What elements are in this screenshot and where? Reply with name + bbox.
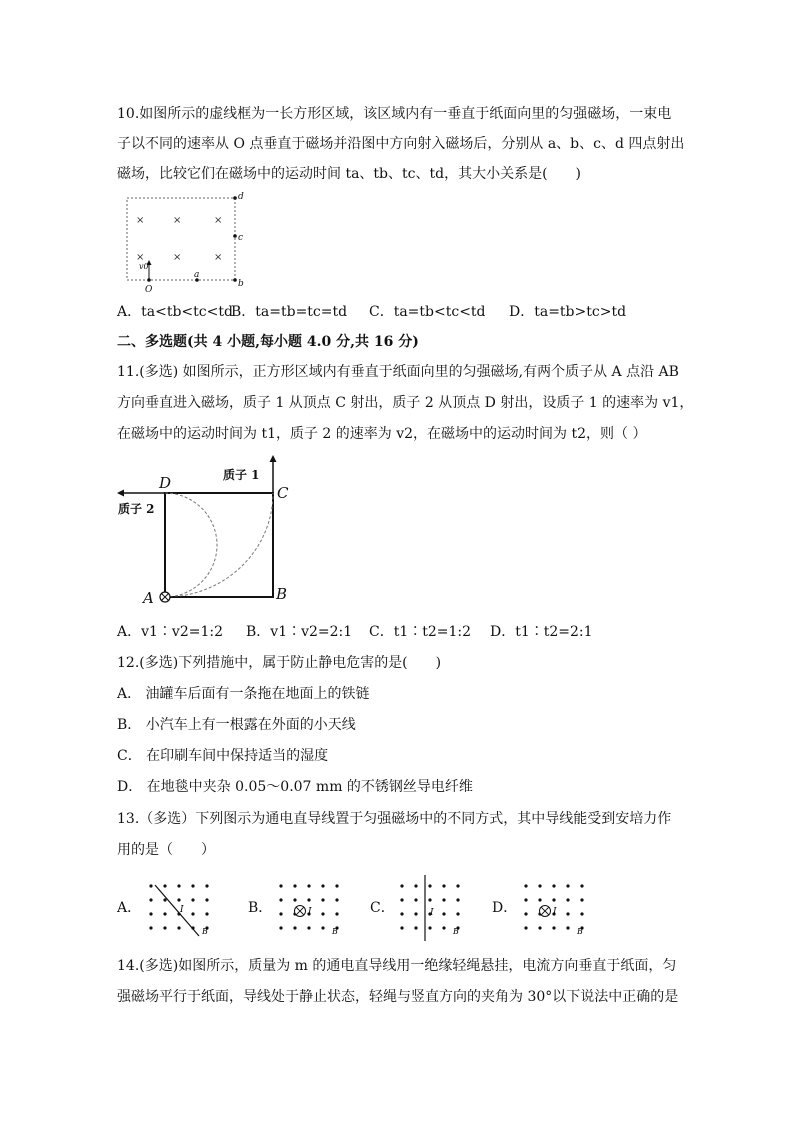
field-dot [580, 884, 583, 887]
field-dot [442, 884, 445, 887]
field-dot [279, 898, 282, 901]
q11-label-c: C [277, 484, 289, 502]
q12-option-d[interactable]: D． 在地毯中夹杂 0.05～0.07 mm 的不锈钢丝导电纤维 [117, 779, 473, 795]
field-dot [414, 926, 417, 929]
q11-option-d[interactable]: D．t1∶t2=2:1 [490, 624, 593, 640]
field-dot [566, 926, 569, 929]
field-dot [279, 884, 282, 887]
field-dot [335, 898, 338, 901]
field-dot [580, 898, 583, 901]
field-dot [177, 926, 180, 929]
field-dot [293, 884, 296, 887]
q10-field-cross: × [173, 215, 182, 226]
q10-line-1: 10.如图所示的虚线框为一长方形区域，该区域内有一垂直于纸面向里的匀强磁场，一束电 [117, 106, 672, 122]
field-dot [335, 912, 338, 915]
q11-label-b: B [276, 585, 288, 603]
field-dot [552, 926, 555, 929]
field-dot [279, 912, 282, 915]
q10-field-cross: × [173, 252, 182, 263]
q10-option-b[interactable]: B．ta=tb=tc=td [231, 304, 348, 320]
q11-proton1-label: 质子 1 [223, 468, 260, 482]
q13-figure-c [397, 875, 467, 945]
q13-a-field-label: B [202, 927, 208, 936]
field-dot [442, 912, 445, 915]
q11-label-d: D [159, 474, 172, 492]
field-dot [400, 884, 403, 887]
field-dot [456, 912, 459, 915]
field-dot [149, 884, 152, 887]
field-dot [414, 884, 417, 887]
q13-option-a[interactable]: A． [117, 900, 142, 916]
field-dot [524, 926, 527, 929]
field-dot [163, 898, 166, 901]
field-dot [524, 912, 527, 915]
field-dot [524, 884, 527, 887]
q12-stem: 12.(多选)下列措施中，属于防止静电危害的是( ) [117, 655, 442, 671]
q10-point-b [233, 278, 237, 282]
q14-line-1: 14.(多选)如图所示，质量为 m 的通电直导线用一绝缘轻绳悬挂，电流方向垂直于纸面，匀 [117, 958, 677, 974]
q11-option-a[interactable]: A．v1∶v2=1:2 [117, 624, 224, 640]
field-dot [456, 898, 459, 901]
field-dot [321, 926, 324, 929]
field-dot [538, 898, 541, 901]
q13-option-c[interactable]: C． [370, 900, 395, 916]
field-dot [163, 912, 166, 915]
field-dot [414, 912, 417, 915]
q11-proton2-label: 质子 2 [118, 502, 155, 516]
field-dot [321, 912, 324, 915]
q13-line-2: 用的是（ ） [117, 842, 215, 858]
field-dot [538, 884, 541, 887]
q10-label-b: b [238, 279, 244, 289]
q10-label-c: c [238, 233, 244, 243]
q10-option-a[interactable]: A．ta<tb<tc<td [117, 304, 233, 320]
q13-c-field-label: B [453, 927, 459, 936]
field-dot [428, 926, 431, 929]
field-dot [400, 926, 403, 929]
field-dot [428, 884, 431, 887]
field-dot [456, 884, 459, 887]
q13-figure-b [276, 880, 346, 942]
q10-point-c [233, 234, 237, 238]
field-dot [400, 898, 403, 901]
q13-b-field-label: B [332, 927, 338, 936]
field-dot [428, 898, 431, 901]
field-dot [335, 884, 338, 887]
q10-point-d [233, 196, 237, 200]
field-dot [149, 898, 152, 901]
field-dot [177, 898, 180, 901]
field-dot [321, 898, 324, 901]
q10-field-cross: × [136, 252, 145, 263]
q11-figure [115, 455, 305, 605]
q13-line-1: 13.（多选）下列图示为通电直导线置于匀强磁场中的不同方式，其中导线能受到安培力作 [117, 811, 672, 827]
field-dot [566, 898, 569, 901]
field-dot [566, 884, 569, 887]
field-dot [307, 898, 310, 901]
q14-line-2: 强磁场平行于纸面，导线处于静止状态，轻绳与竖直方向的夹角为 30°以下说法中正确的是 [117, 989, 679, 1005]
field-dot [177, 884, 180, 887]
q10-label-v0: v0 [139, 262, 149, 271]
field-dot [442, 898, 445, 901]
q13-d-field-label: B [577, 927, 583, 936]
q10-field-cross: × [214, 252, 223, 263]
q10-field-cross: × [136, 215, 145, 226]
field-dot [191, 884, 194, 887]
q10-option-d[interactable]: D．ta=tb>tc>td [509, 304, 627, 320]
q11-option-c[interactable]: C．t1∶t2=1:2 [369, 624, 472, 640]
field-dot [293, 898, 296, 901]
field-dot [163, 926, 166, 929]
field-dot [552, 884, 555, 887]
section-heading: 二、多选题(共 4 小题,每小题 4.0 分,共 16 分) [117, 334, 419, 350]
field-dot [191, 912, 194, 915]
q11-line-1: 11.(多选) 如图所示，正方形区域内有垂直于纸面向里的匀强磁场,有两个质子从 A 点沿 AB [117, 364, 679, 380]
q11-label-a: A [143, 589, 154, 607]
field-dot [205, 912, 208, 915]
field-dot [149, 926, 152, 929]
q11-proton2-path [165, 493, 217, 597]
field-dot [400, 912, 403, 915]
q11-square-region [165, 493, 273, 597]
q10-figure [115, 190, 255, 300]
q10-field-cross: × [214, 215, 223, 226]
q13-d-current-label: I [553, 907, 557, 917]
field-dot [205, 884, 208, 887]
field-dot [321, 884, 324, 887]
q10-label-o: O [145, 285, 153, 295]
q10-label-d: d [238, 192, 244, 202]
field-dot [205, 898, 208, 901]
q13-option-b[interactable]: B． [248, 900, 273, 916]
q11-proton1-path [165, 493, 273, 597]
field-dot [414, 898, 417, 901]
q11-line-3: 在磁场中的运动时间为 t1，质子 2 的速率为 v2，在磁场中的运动时间为 t2，则（ ） [117, 426, 647, 442]
q13-a-current-label: I [180, 905, 184, 915]
q13-option-d[interactable]: D． [492, 900, 518, 916]
q10-option-c[interactable]: C．ta=tb<tc<td [369, 304, 486, 320]
field-dot [163, 884, 166, 887]
field-dot [580, 912, 583, 915]
field-dot [191, 898, 194, 901]
field-dot [524, 898, 527, 901]
field-dot [279, 926, 282, 929]
q13-figure-d [521, 880, 591, 942]
field-dot [538, 926, 541, 929]
field-dot [552, 898, 555, 901]
q13-figure-a [146, 880, 216, 942]
field-dot [149, 912, 152, 915]
q12-option-a[interactable]: A． 油罐车后面有一条拖在地面上的铁链 [117, 686, 370, 702]
field-dot [307, 884, 310, 887]
q10-line-2: 子以不同的速率从 O 点垂直于磁场并沿图中方向射入磁场后，分别从 a、b、c、d 四点射出 [117, 136, 685, 152]
field-dot [442, 926, 445, 929]
q11-line-2: 方向垂直进入磁场，质子 1 从顶点 C 射出，质子 2 从顶点 D 射出，设质子 1 的速率为 v1， [117, 395, 694, 411]
q13-b-current-label: I [308, 907, 312, 917]
q13-c-current-label: I [430, 908, 434, 918]
q10-label-a: a [194, 270, 200, 280]
field-dot [293, 926, 296, 929]
field-dot [307, 926, 310, 929]
q12-option-b[interactable]: B． 小汽车上有一根露在外面的小天线 [117, 717, 356, 733]
q10-line-3: 磁场，比较它们在磁场中的运动时间 ta、tb、tc、td，其大小关系是( ) [117, 166, 581, 182]
q12-option-c[interactable]: C． 在印刷车间中保持适当的湿度 [117, 748, 329, 764]
field-dot [566, 912, 569, 915]
q13-a-wire [155, 885, 199, 936]
q11-option-b[interactable]: B．v1∶v2=2:1 [246, 624, 353, 640]
